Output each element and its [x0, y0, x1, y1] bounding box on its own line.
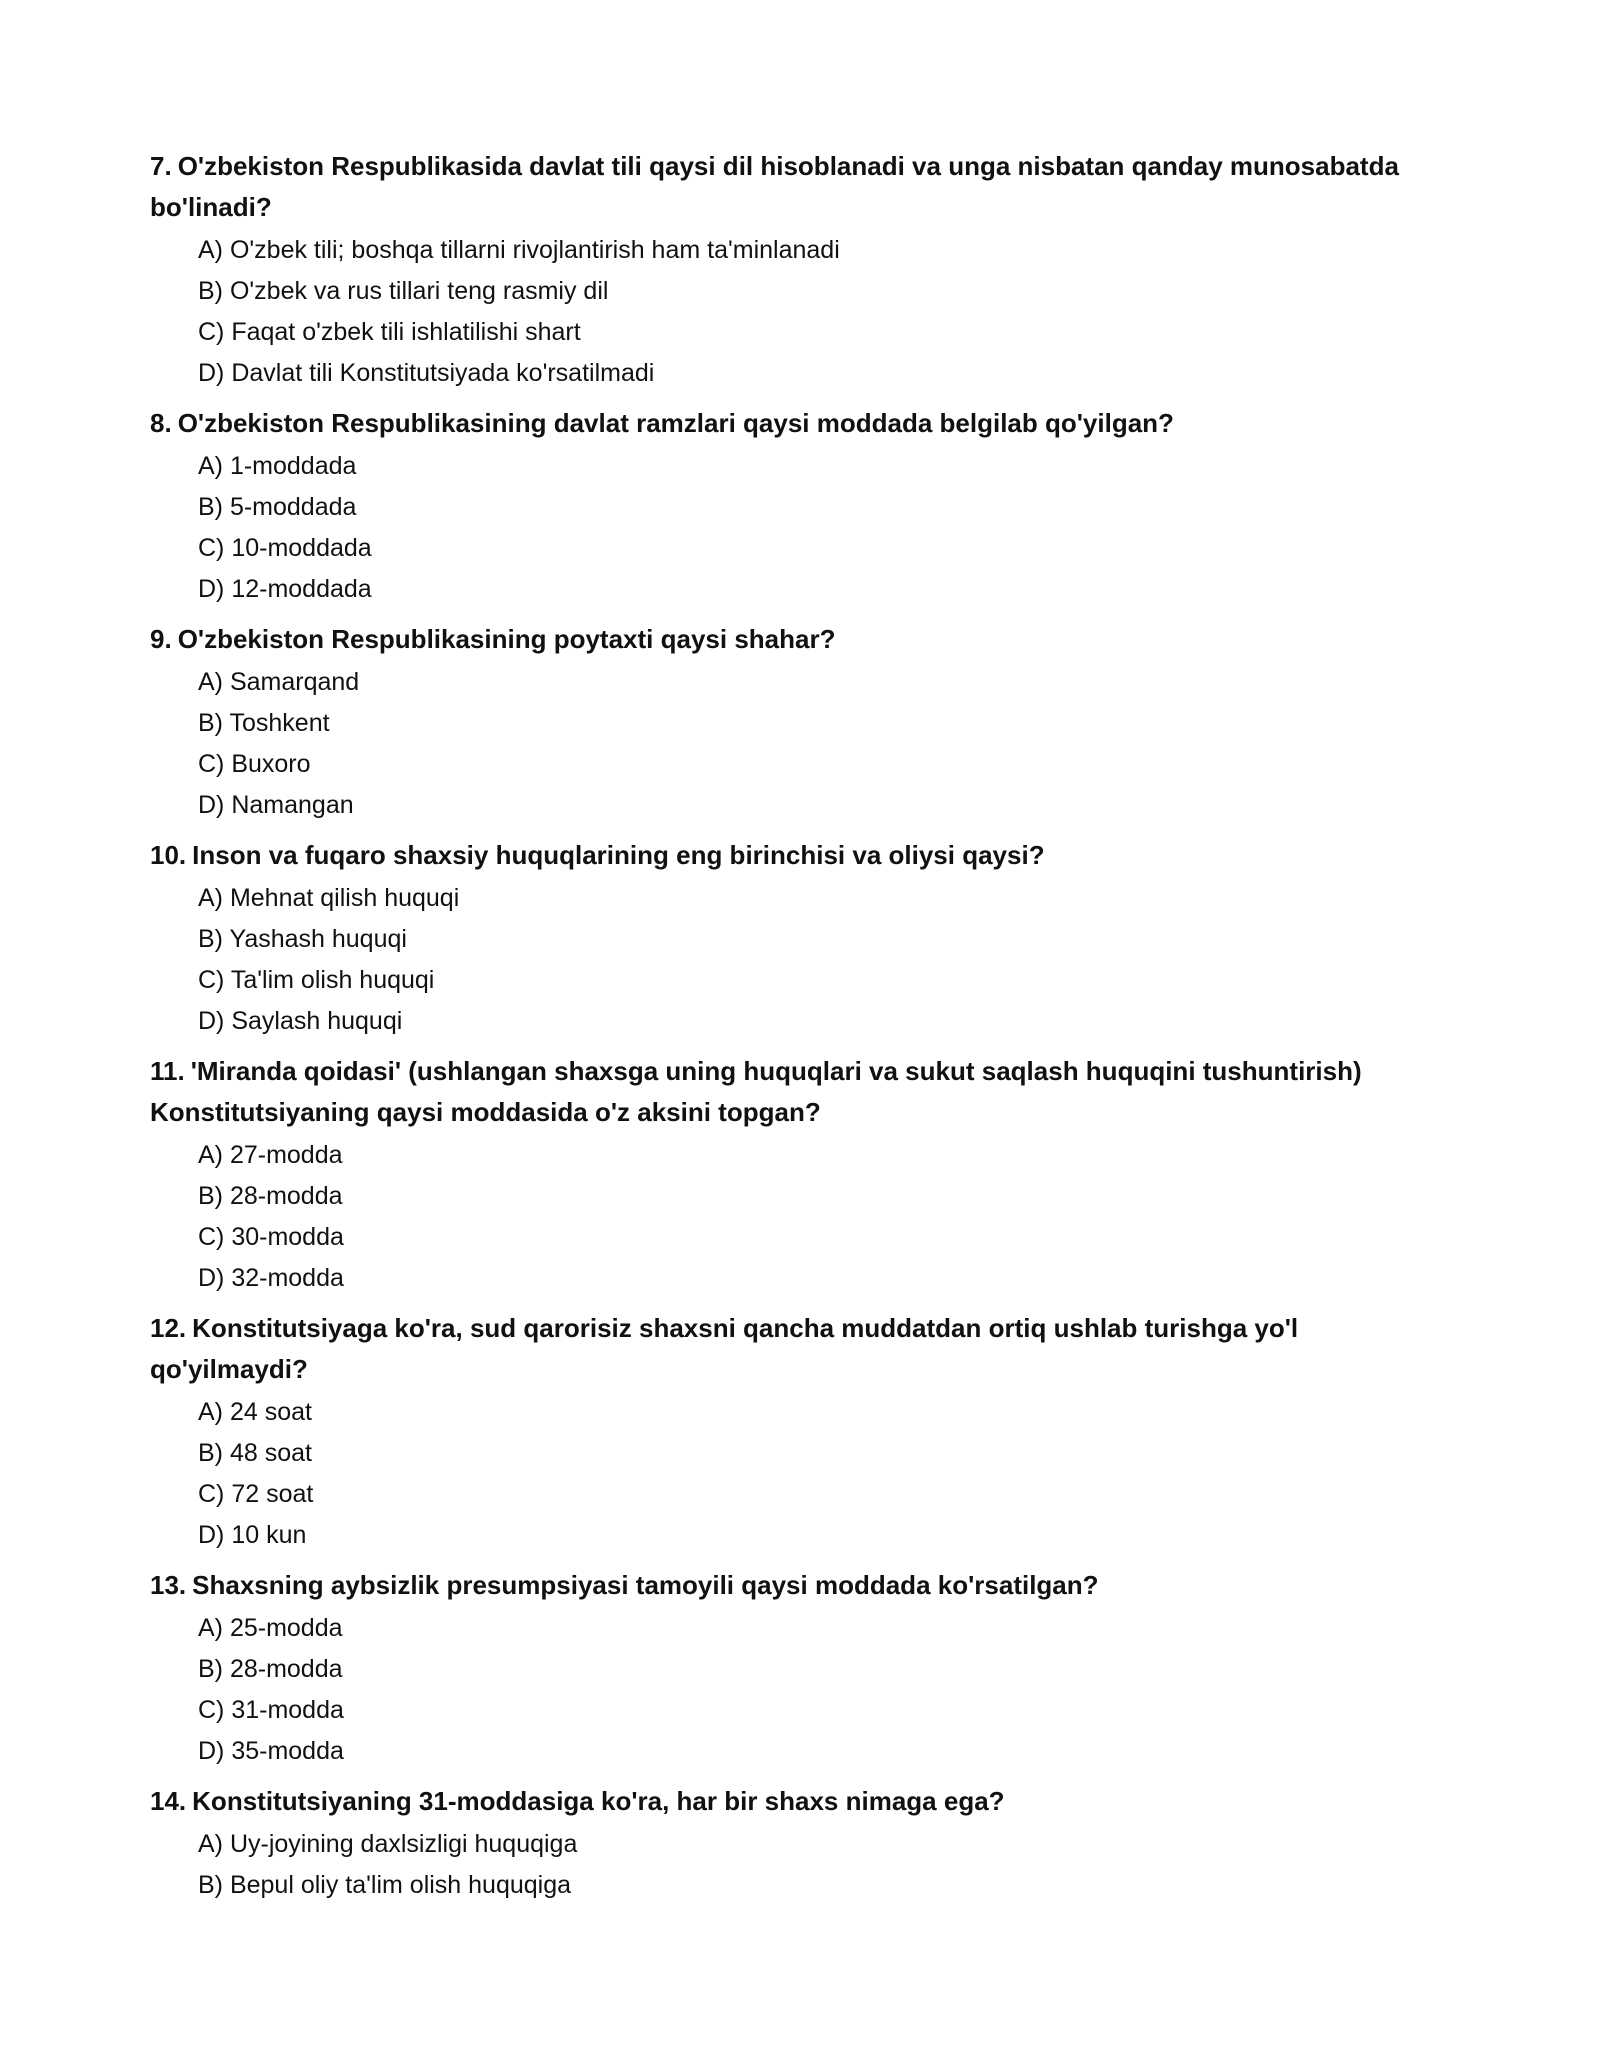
answer-options — [150, 446, 1450, 610]
answer-option: A) Mehnat qilish huquqi — [198, 884, 460, 912]
question-text — [150, 1565, 1450, 1606]
question-body: Konstitutsiyaning 31-moddasiga ko'ra, har bir shaxs nimaga ega? — [192, 1786, 1005, 1816]
answer-option: C) 30-modda — [198, 1223, 344, 1251]
answer-option: A) 27-modda — [198, 1141, 343, 1169]
answer-option: B) O'zbek va rus tillari teng rasmiy dil — [198, 277, 609, 305]
question-number: 8. — [150, 408, 172, 438]
answer-option: A) Samarqand — [198, 668, 360, 696]
answer-option: B) 28-modda — [198, 1182, 343, 1210]
answer-option: B) Bepul oliy ta'lim olish huquqiga — [198, 1871, 572, 1899]
answer-option: D) 12-moddada — [198, 575, 372, 603]
answer-option: D) Davlat tili Konstitutsiyada ko'rsatilmadi — [198, 359, 655, 387]
question-number: 13. — [150, 1570, 187, 1600]
answer-option: C) 72 soat — [198, 1480, 314, 1508]
question-text — [150, 835, 1450, 876]
answer-option: B) 28-modda — [198, 1655, 343, 1683]
question-text — [150, 1781, 1450, 1822]
question-body: O'zbekiston Respublikasining poytaxti qaysi shahar? — [177, 624, 836, 654]
answer-option: D) Namangan — [198, 791, 354, 819]
question-number: 14. — [150, 1786, 187, 1816]
answer-options — [150, 1608, 1450, 1772]
question-9 — [150, 619, 1450, 826]
question-number: 9. — [150, 624, 172, 654]
answer-option: C) 10-moddada — [198, 534, 372, 562]
question-body: O'zbekiston Respublikasining davlat ramzlari qaysi moddada belgilab qo'yilgan? — [177, 408, 1174, 438]
answer-option: C) 31-modda — [198, 1696, 344, 1724]
question-body: 'Miranda qoidasi' (ushlangan shaxsga uning huquqlari va sukut saqlash huquqini tushuntirish) Konstitutsiyaning qaysi moddasida o'z aksini topgan? — [150, 1056, 1362, 1127]
question-body: Inson va fuqaro shaxsiy huquqlarining eng birinchisi va oliysi qaysi? — [192, 840, 1045, 870]
answer-options — [150, 662, 1450, 826]
answer-option: C) Faqat o'zbek tili ishlatilishi shart — [198, 318, 581, 346]
question-number: 10. — [150, 840, 187, 870]
question-text — [150, 1051, 1450, 1133]
question-text — [150, 146, 1450, 228]
question-12 — [150, 1308, 1450, 1556]
answer-option: C) Buxoro — [198, 750, 311, 778]
document-page — [150, 146, 1450, 1915]
answer-option: A) O'zbek tili; boshqa tillarni rivojlantirish ham ta'minlanadi — [198, 236, 840, 264]
answer-options — [150, 1392, 1450, 1556]
question-8 — [150, 403, 1450, 610]
answer-option: D) Saylash huquqi — [198, 1007, 403, 1035]
answer-option: B) Yashash huquqi — [198, 925, 407, 953]
answer-option: D) 35-modda — [198, 1737, 344, 1765]
question-14 — [150, 1781, 1450, 1906]
question-body: Konstitutsiyaga ko'ra, sud qarorisiz shaxsni qancha muddatdan ortiq ushlab turishga yo'l qo'yilmaydi? — [150, 1313, 1299, 1384]
question-13 — [150, 1565, 1450, 1772]
answer-options — [150, 878, 1450, 1042]
answer-options — [150, 230, 1450, 394]
question-7 — [150, 146, 1450, 394]
answer-options — [150, 1824, 1450, 1906]
answer-option: C) Ta'lim olish huquqi — [198, 966, 435, 994]
question-body: O'zbekiston Respublikasida davlat tili qaysi dil hisoblanadi va unga nisbatan qanday munosabatda bo'linadi? — [150, 151, 1399, 222]
answer-option: D) 10 kun — [198, 1521, 307, 1549]
answer-option: D) 32-modda — [198, 1264, 344, 1292]
answer-option: A) 1-moddada — [198, 452, 357, 480]
question-number: 12. — [150, 1313, 187, 1343]
question-body: Shaxsning aybsizlik presumpsiyasi tamoyili qaysi moddada ko'rsatilgan? — [192, 1570, 1099, 1600]
question-text — [150, 403, 1450, 444]
answer-option: B) 48 soat — [198, 1439, 312, 1467]
answer-option: A) 25-modda — [198, 1614, 343, 1642]
question-10 — [150, 835, 1450, 1042]
answer-options — [150, 1135, 1450, 1299]
question-text — [150, 1308, 1450, 1390]
answer-option: A) 24 soat — [198, 1398, 312, 1426]
answer-option: A) Uy-joyining daxlsizligi huquqiga — [198, 1830, 578, 1858]
question-number: 11. — [150, 1056, 185, 1086]
question-text — [150, 619, 1450, 660]
question-number: 7. — [150, 151, 172, 181]
question-11 — [150, 1051, 1450, 1299]
answer-option: B) 5-moddada — [198, 493, 357, 521]
answer-option: B) Toshkent — [198, 709, 330, 737]
